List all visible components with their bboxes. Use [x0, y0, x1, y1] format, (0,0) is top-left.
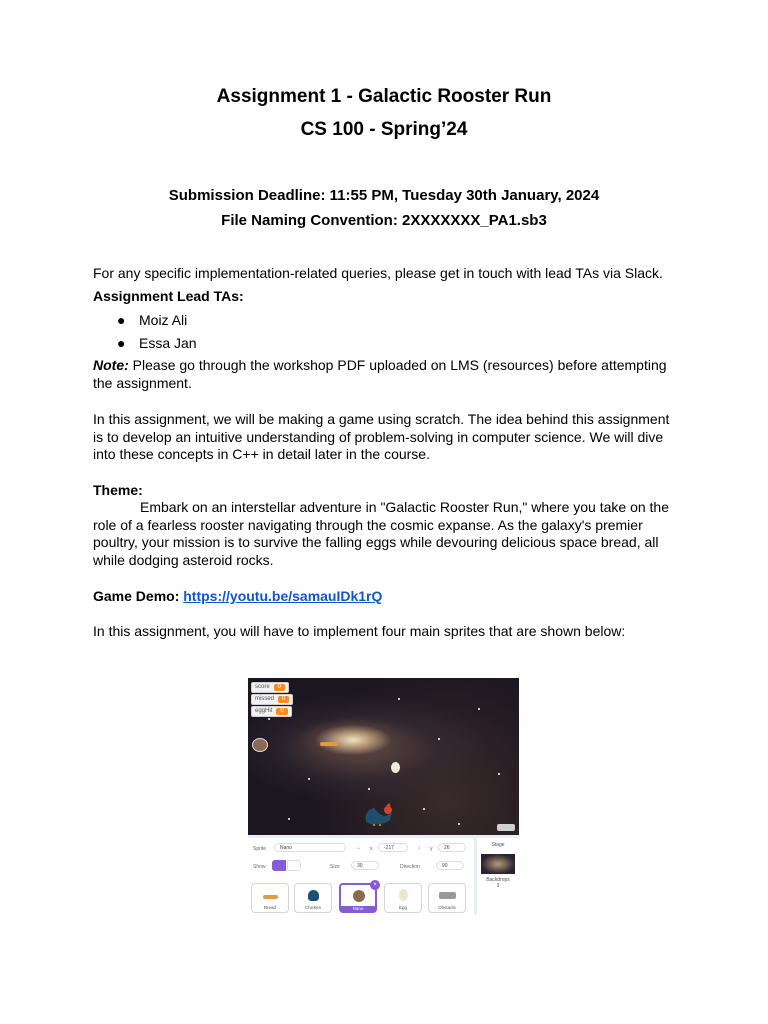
file-naming-convention: File Naming Convention: 2XXXXXXX_PA1.sb3 — [221, 212, 547, 229]
theme-heading: Theme: — [93, 482, 143, 498]
theme-text: Embark on an interstellar adventure in "Galactic Rooster Run," where you take on the role of a fearless rooster navigating through the cosmic expanse. As the galaxy's premier poultry, your mission is to survive the falling eggs while devouring delicious space bread, all while dodging asteroid rocks. — [93, 499, 669, 568]
demo-label: Game Demo: — [93, 588, 180, 604]
sprite-tile-bread[interactable]: Bread — [251, 883, 289, 913]
bread-sprite — [320, 742, 338, 746]
ta-list-item — [117, 312, 187, 328]
delete-sprite-icon[interactable]: × — [370, 880, 380, 890]
bullet-icon: ● — [117, 312, 126, 328]
note-paragraph — [93, 357, 683, 392]
size-field[interactable]: 30 — [351, 861, 379, 870]
course-title: CS 100 - Spring’24 — [300, 119, 468, 140]
score-monitor: score 0 — [251, 682, 289, 693]
sprite-name-field[interactable]: Nano — [274, 843, 346, 852]
y-arrows-icon: ↕ — [418, 845, 421, 851]
fullscreen-icon[interactable] — [497, 824, 515, 831]
scratch-stage — [248, 678, 519, 835]
bread-thumb-icon — [263, 895, 278, 899]
theme-paragraph — [93, 499, 683, 569]
intro-paragraph: In this assignment, we will be making a game using scratch. The idea behind this assignment is to develop an intuitive understanding of problem-solving in computer science. We will dive into these concepts in C++ in detail later in the course. — [93, 411, 670, 463]
y-field[interactable]: 26 — [438, 843, 466, 852]
ta-list-item — [117, 335, 197, 351]
egghit-monitor: eggHit 0 — [251, 706, 292, 717]
backdrop-thumbnail — [481, 854, 515, 874]
sprite-tile-chicken[interactable]: Chicken — [294, 883, 332, 913]
tas-heading: Assignment Lead TAs: — [93, 288, 244, 304]
sprite-tile-nano[interactable]: × Nano — [339, 883, 377, 913]
note-label: Note: — [93, 357, 129, 373]
sprite-tile-egg[interactable]: Egg — [384, 883, 422, 913]
x-field[interactable]: -217 — [378, 843, 408, 852]
show-label: Show — [253, 864, 266, 870]
y-label: y — [430, 846, 433, 852]
stage-label: Stage — [491, 842, 505, 848]
bullet-icon: ● — [117, 335, 126, 351]
nano-sprite — [252, 738, 268, 752]
backdrops-label: Backdrops — [486, 877, 510, 883]
show-visible-icon[interactable] — [272, 860, 286, 871]
submission-deadline: Submission Deadline: 11:55 PM, Tuesday 30th January, 2024 — [168, 187, 600, 204]
egg-sprite — [391, 762, 400, 773]
sprite-tile-obstacle[interactable]: Obstacle — [428, 883, 466, 913]
x-label: x — [370, 846, 373, 852]
hide-visible-icon[interactable] — [287, 860, 301, 871]
document-title: Assignment 1 - Galactic Rooster Run — [216, 86, 552, 107]
sprite-info-panel — [248, 838, 474, 915]
backdrops-count: 3 — [496, 883, 500, 889]
direction-label: Direction — [400, 864, 420, 870]
sprites-intro: In this assignment, you will have to implement four main sprites that are shown below: — [93, 623, 626, 639]
sprite-label: Sprite — [253, 846, 267, 852]
nano-thumb-icon — [353, 890, 365, 902]
queries-paragraph: For any specific implementation-related queries, please get in touch with lead TAs via Slack. — [93, 265, 663, 281]
ta-name: Essa Jan — [139, 335, 197, 351]
scratch-screenshot — [248, 678, 519, 915]
direction-field[interactable]: 90 — [436, 861, 464, 870]
x-arrows-icon: ↔ — [356, 845, 361, 851]
stage-pane[interactable] — [477, 838, 519, 915]
egg-thumb-icon — [399, 889, 408, 901]
ta-name: Moiz Ali — [139, 312, 188, 328]
demo-link[interactable]: https://youtu.be/samauIDk1rQ — [183, 588, 383, 604]
missed-monitor: missed 0 — [251, 694, 293, 705]
obstacle-thumb-icon — [439, 892, 456, 899]
rooster-sprite — [362, 802, 396, 826]
size-label: Size — [330, 864, 340, 870]
game-demo — [93, 588, 683, 606]
note-text: Please go through the workshop PDF uploaded on LMS (resources) before attempting the assignment. — [93, 357, 667, 391]
chicken-thumb-icon — [308, 890, 319, 901]
